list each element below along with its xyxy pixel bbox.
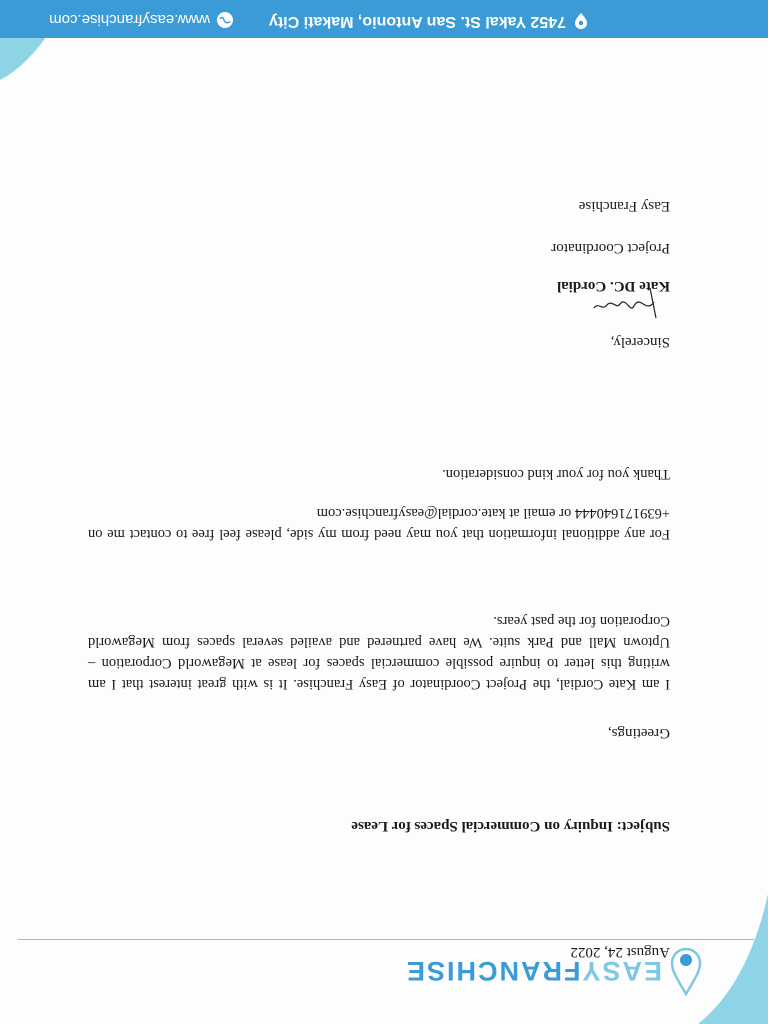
address-text: 7452 Yakal St. San Antonio, Makati City [269,13,566,30]
footer-website[interactable] [49,11,234,29]
signer-title: Project Coordinator [551,240,670,256]
drop-logo-icon [668,946,704,996]
website-text[interactable]: www.easyfranchise.com [49,11,210,29]
signer-name: Kate DC. Cordial [557,278,670,294]
logo-wordmark [405,956,662,987]
logo-easy: EASY [580,956,662,987]
signer-company: Easy Franchise [578,198,670,214]
footer-bar [0,0,768,38]
header-rule [18,939,754,940]
logo-franchise: FRANCHISE [404,956,581,987]
globe-icon [216,11,234,29]
body-paragraph-2: For any additional information that you may need from my side, please feel free to contact me on +639171640444 or email at kate.cordial@easyfranchise.com [88,505,670,542]
letter-subject: Subject: Inquiry on Commercial Spaces for Lease [351,818,670,834]
body-paragraph-1: I am Kate Cordial, the Project Coordinator of Easy Franchise. It is with great interest that I am writing this letter to inquire possible commercial spaces for lease at Megaworld Corporation – Uptown Mall and Park suite. We have partnered and availed several spaces from Megaworld Corporation for the past years. [88,613,670,692]
letter-closing: Sincerely, [610,334,670,350]
letter-greeting: Greetings, [607,725,670,741]
letter-date: August 24, 2022 [570,944,670,960]
body-paragraph-3: Thank you for your kind consideration. [442,466,670,482]
location-pin-icon [572,12,590,30]
footer-address [269,12,590,30]
